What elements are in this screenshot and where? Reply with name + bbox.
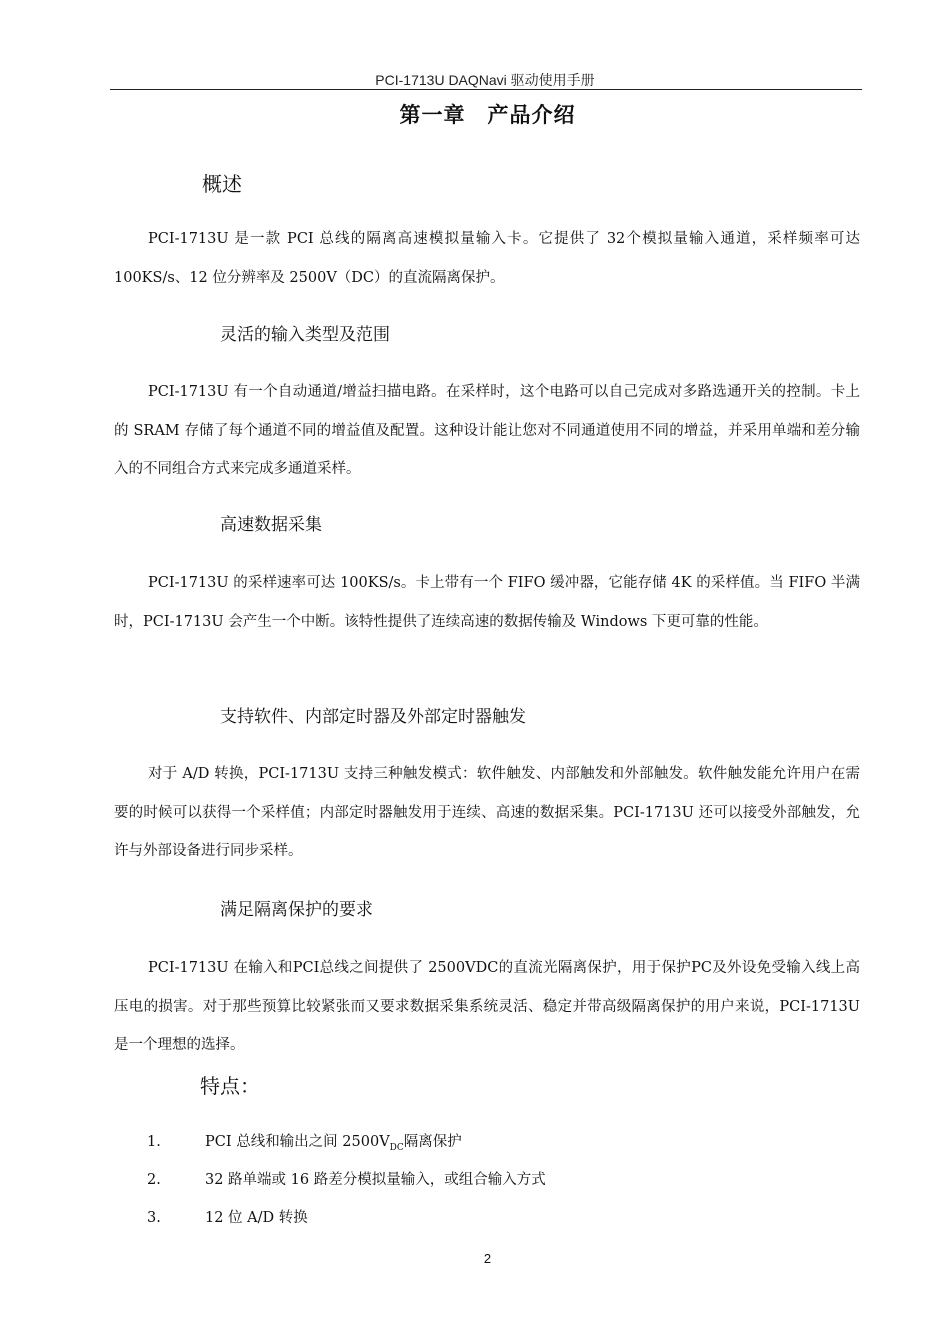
high-speed-paragraph: PCI-1713U 的采样速率可达 100KS/s。卡上带有一个 FIFO 缓冲器，它能存储 4K 的采样值。当 FIFO 半满时，PCI-1713U 会产生一个中断。该特性提供了连续高速的数据传输及 Windows 下更可靠的性能。 [114, 575, 860, 630]
feature-text: PCI 总线和输出之间 2500V [205, 1134, 390, 1150]
feature-text: 32 路单端或 16 路差分模拟量输入，或组合输入方式 [205, 1172, 546, 1188]
overview-heading: 概述 [202, 172, 242, 196]
feature-text-tail: 隔离保护 [403, 1134, 462, 1150]
isolation-heading: 满足隔离保护的要求 [220, 900, 373, 920]
features-heading: 特点： [200, 1074, 260, 1098]
chapter-title: 第一章 产品介绍 [399, 103, 576, 127]
page-header-title: PCI-1713U DAQNavi 驱动使用手册 [375, 72, 595, 88]
features-list [147, 1127, 546, 1241]
list-item [147, 1165, 546, 1203]
page-number: 2 [483, 1251, 492, 1266]
list-number: 1. [147, 1134, 161, 1150]
trigger-heading: 支持软件、内部定时器及外部定时器触发 [220, 707, 526, 727]
feature-text: 12 位 A/D 转换 [205, 1210, 308, 1226]
list-number: 3. [147, 1210, 161, 1226]
list-item [147, 1127, 546, 1165]
list-item [147, 1203, 546, 1241]
overview-paragraph: PCI-1713U 是一款 PCI 总线的隔离高速模拟量输入卡。它提供了 32个模拟量输入通道，采样频率可达 100KS/s、12 位分辨率及 2500V（DC）的直流隔离保护。 [114, 231, 860, 286]
flexible-input-heading: 灵活的输入类型及范围 [220, 325, 390, 345]
feature-subscript: DC [389, 1142, 404, 1153]
trigger-paragraph: 对于 A/D 转换，PCI-1713U 支持三种触发模式：软件触发、内部触发和外部触发。软件触发能允许用户在需要的时候可以获得一个采样值；内部定时器触发用于连续、高速的数据采集。PCI-1713U 还可以接受外部触发，允许与外部设备进行同步采样。 [114, 766, 860, 859]
high-speed-heading: 高速数据采集 [220, 515, 322, 535]
header-divider [110, 89, 862, 90]
list-number: 2. [147, 1172, 161, 1188]
flexible-input-paragraph: PCI-1713U 有一个自动通道/增益扫描电路。在采样时，这个电路可以自己完成对多路选通开关的控制。卡上的 SRAM 存储了每个通道不同的增益值及配置。这种设计能让您对不同通道使用不同的增益，并采用单端和差分输入的不同组合方式来完成多通道采样。 [114, 384, 860, 477]
isolation-paragraph: PCI-1713U 在输入和PCI总线之间提供了 2500VDC的直流光隔离保护，用于保护PC及外设免受输入线上高压电的损害。对于那些预算比较紧张而又要求数据采集系统灵活、稳定并带高级隔离保护的用户来说，PCI-1713U 是一个理想的选择。 [114, 960, 860, 1053]
